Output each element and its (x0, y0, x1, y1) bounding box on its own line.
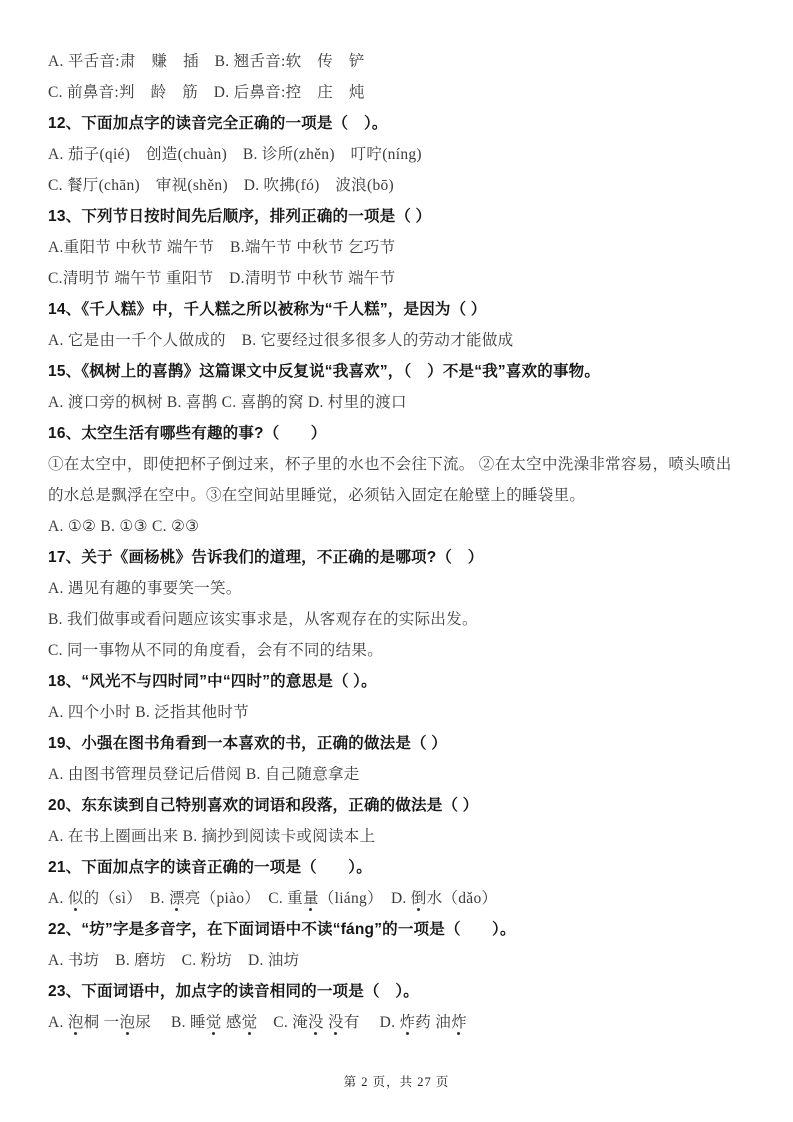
question-heading: 21、下面加点字的读音正确的一项是（ ）。 (48, 859, 372, 876)
question-heading: 16、太空生活有哪些有趣的事?（ ） (48, 425, 327, 442)
answer-option-line: A. 由图书管理员登记后借阅 B. 自己随意拿走 (48, 766, 360, 783)
answer-option-line: A. 在书上圈画出来 B. 摘抄到阅读卡或阅读本上 (48, 828, 376, 845)
answer-option-line: C. 前鼻音:判 龄 筋 D. 后鼻音:控 庄 炖 (48, 84, 365, 101)
question-heading: 18、“风光不与四时同”中“四时”的意思是（ ）。 (48, 673, 377, 690)
emphasized-character: 没 (328, 1014, 344, 1031)
answer-option-line: A. 它是由一千个人做成的 B. 它要经过很多很多人的劳动才能做成 (48, 332, 514, 349)
answer-option-line: A. 书坊 B. 磨坊 C. 粉坊 D. 油坊 (48, 952, 300, 969)
answer-option-line: C. 餐厅(chān) 审视(shěn) D. 吹拂(fó) 波浪(bō) (48, 177, 395, 194)
emphasized-character: 炸 (451, 1014, 467, 1031)
answer-option-line: A.重阳节 中秋节 端午节 B.端午节 中秋节 乞巧节 (48, 239, 396, 256)
question-heading: 19、小强在图书角看到一本喜欢的书，正确的做法是（ ） (48, 735, 447, 752)
question-heading: 15、《枫树上的喜鹊》这篇课文中反复说“我喜欢”，（ ）不是“我”喜欢的事物。 (48, 363, 601, 380)
answer-option-line: C.清明节 端午节 重阳节 D.清明节 中秋节 端午节 (48, 270, 396, 287)
emphasized-character: 似 (67, 890, 84, 907)
question-heading: 17、关于《画杨桃》告诉我们的道理，不正确的是哪项?（ ） (48, 549, 484, 566)
question-heading: 13、下列节日按时间先后顺序，排列正确的一项是（ ） (48, 208, 432, 225)
answer-option-line: A. 茄子(qié) 创造(chuàn) B. 诊所(zhěn) 叮咛(níng) (48, 146, 422, 163)
question-heading: 22、“坊”字是多音字，在下面词语中不读“fáng”的一项是（ ）。 (48, 921, 516, 938)
question-list (48, 46, 751, 1038)
page-number-label: 第 2 页，共 27 页 (343, 1075, 450, 1089)
emphasized-character: 炸 (399, 1014, 416, 1031)
answer-option-line: C. 同一事物从不同的角度看，会有不同的结果。 (48, 642, 383, 659)
emphasized-character: 觉 (241, 1014, 258, 1031)
answer-option-line: A. 四个小时 B. 泛指其他时节 (48, 704, 250, 721)
emphasized-character: 倒 (410, 890, 427, 907)
answer-option-line: B. 我们做事或看问题应该实事求是，从客观存在的实际出发。 (48, 611, 478, 628)
emphasized-character: 泡 (67, 1014, 84, 1031)
answer-option-line: A. 渡口旁的枫树 B. 喜鹊 C. 喜鹊的窝 D. 村里的渡口 (48, 394, 407, 411)
answer-option-line: A. 似的（sì） B. 漂亮（piào） C. 重量（liáng） D. 倒水（dǎo） (48, 890, 498, 907)
answer-option-line: A. ①② B. ①③ C. ②③ (48, 518, 200, 535)
emphasized-character: 泡 (119, 1014, 136, 1031)
emphasized-character: 量 (302, 890, 319, 907)
answer-option-line: A. 平舌音:肃 赚 插 B. 翘舌音:软 传 铲 (48, 53, 365, 70)
question-heading: 23、下面词语中，加点字的读音相同的一项是（ ）。 (48, 983, 419, 1000)
emphasized-character: 漂 (169, 890, 185, 907)
emphasized-character: 觉 (205, 1014, 222, 1031)
question-heading: 12、下面加点字的读音完全正确的一项是（ ）。 (48, 115, 388, 132)
question-body-text: 的水总是飘浮在空中。③在空间站里睡觉，必须钻入固定在舱壁上的睡袋里。 (48, 487, 586, 504)
question-body-text: ①在太空中，即使把杯子倒过来，杯子里的水也不会往下流。 ②在太空中洗澡非常容易，喷头喷出 (48, 456, 732, 473)
answer-option-line: A. 遇见有趣的事要笑一笑。 (48, 580, 242, 597)
question-heading: 20、东东读到自己特别喜欢的词语和段落，正确的做法是（ ） (48, 797, 479, 814)
page-footer (0, 1072, 793, 1090)
question-heading: 14、《千人糕》中，千人糕之所以被称为“千人糕”，是因为（ ） (48, 301, 487, 318)
answer-option-line: A. 泡桐 一泡尿 B. 睡觉 感觉 C. 淹没 没有 D. 炸药 油炸 (48, 1014, 467, 1031)
emphasized-character: 没 (308, 1014, 324, 1031)
